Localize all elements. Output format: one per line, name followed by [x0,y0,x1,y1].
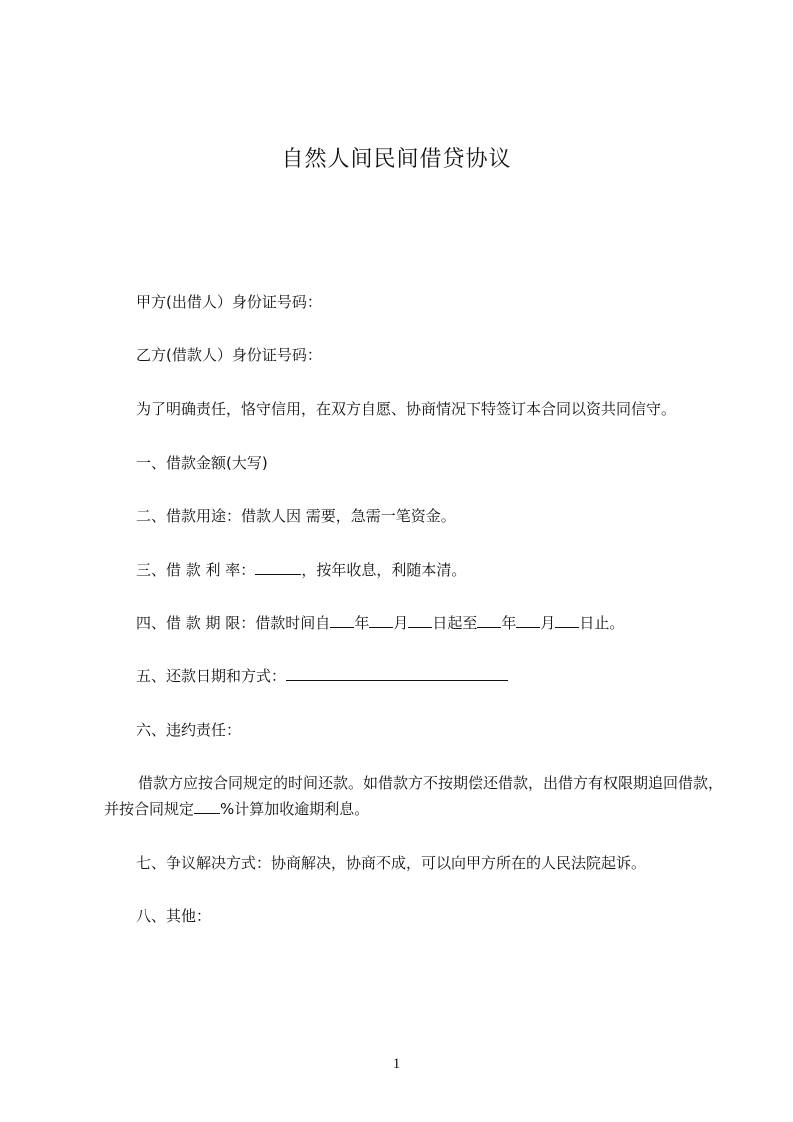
clause-other: 八、其他： [136,907,212,925]
page-number: 1 [392,1056,401,1072]
clause-loan-purpose: 二、借款用途：借款人因 需要，急需一笔资金。 [136,507,456,525]
interest-rate-terms: ，按年收息，利随本清。 [301,561,467,579]
end-month-text: 月 [540,614,556,632]
clause-loan-amount: 一、借款金额(大写) [136,454,268,472]
start-year-blank [330,613,354,628]
party-a-line: 甲方(出借人）身份证号码： [136,293,322,311]
start-month-text: 月 [393,614,409,632]
start-month-blank [369,613,393,628]
end-month-blank [516,613,540,628]
clause-interest-rate [136,560,466,580]
document-title: 自然人间民间借贷协议 [281,147,512,172]
interest-rate-blank [255,560,301,575]
clause-dispute: 七、争议解决方式：协商解决，协商不成，可以向甲方所在的人民法院起诉。 [136,854,647,872]
end-day-blank [555,613,579,628]
breach-text-end: %计算加收逾期利息。 [220,800,370,818]
interest-rate-label: 三、借 款 利 率： [136,561,256,579]
clause-repayment [136,666,508,686]
party-b-line: 乙方(借款人）身份证号码： [136,346,322,364]
start-day-blank [408,613,432,628]
clause-loan-term [136,613,624,633]
penalty-rate-blank [194,799,220,814]
intro-paragraph: 为了明确责任，恪守信用，在双方自愿、协商情况下特签订本合同以资共同信守。 [136,400,677,418]
start-year-text: 年 [354,614,370,632]
breach-text: 借款方应按合同规定的时间还款。如借款方不按期偿还借款，出借方有权限期追回借款，并按合同规定 [104,774,724,818]
repayment-label: 五、还款日期和方式： [136,667,287,685]
loan-term-label: 四、借 款 期 限：借款时间自 [136,614,331,632]
end-year-text: 年 [501,614,517,632]
breach-paragraph [104,770,724,822]
end-year-blank [477,613,501,628]
start-day-text: 日起至 [432,614,478,632]
end-day-text: 日止。 [579,614,625,632]
repayment-blank [286,666,508,681]
clause-breach: 六、违约责任： [136,721,242,739]
